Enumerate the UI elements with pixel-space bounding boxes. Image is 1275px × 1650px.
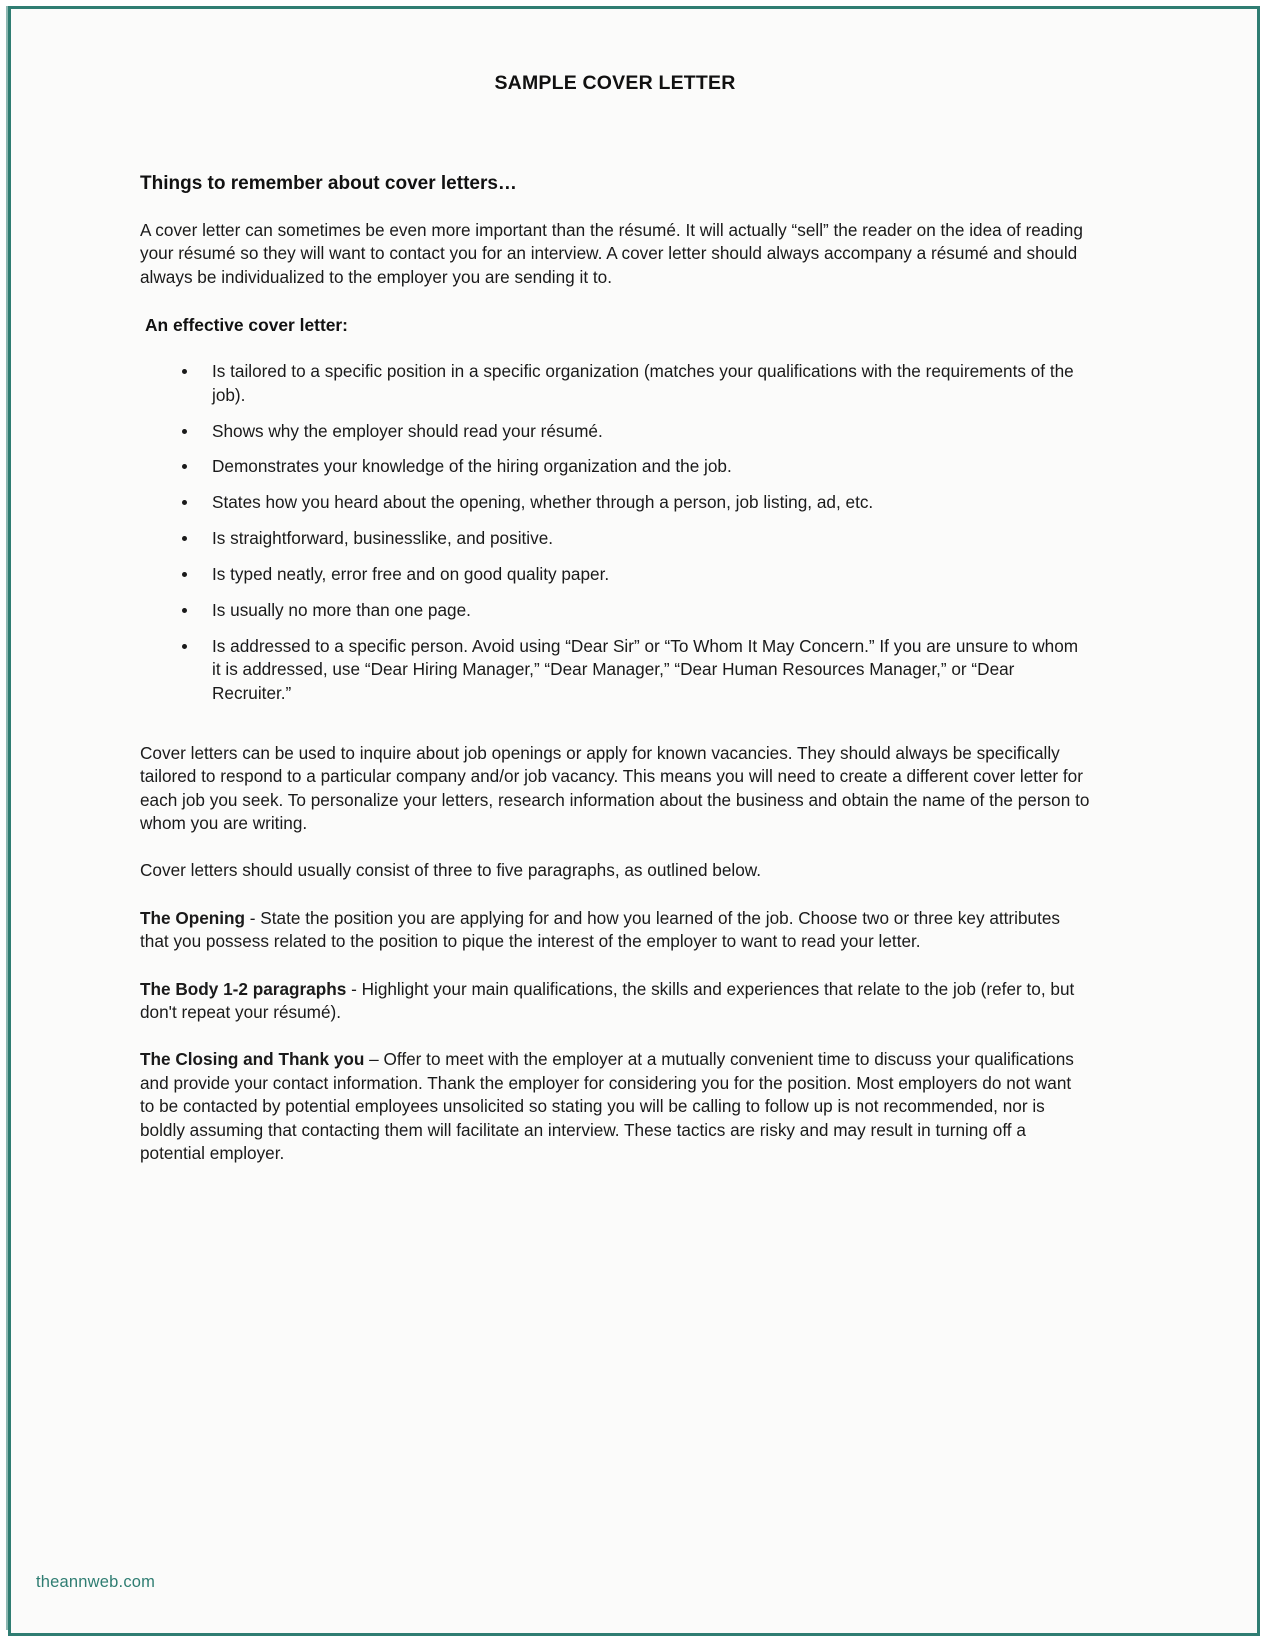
section-the-body [140,954,1090,1025]
list-item [140,635,1090,705]
list-item-text: Is tailored to a specific position in a specific organization (matches your qualifications with the requirements of the job). [212,361,1074,405]
paragraph-structure: Cover letters should usually consist of three to five paragraphs, as outlined below. [140,860,762,881]
list-item [140,599,1090,622]
list-heading-effective-cover-letter: An effective cover letter: [145,315,348,336]
paragraph-tailoring: Cover letters can be used to inquire about job openings or apply for known vacancies. They should always be specifically tailored to respond to a particular company and/or job vacancy. This means you will need to create a different cover letter for each job you seek. To personalize your letters, research information about the business and obtain the name of the person to whom you are writing. [140,742,1090,833]
bullet-dot-icon [182,572,187,577]
list-item [140,563,1090,586]
bullet-dot-icon [182,536,187,541]
list-item-text: Is straightforward, businesslike, and positive. [212,528,554,549]
list-item [140,527,1090,550]
list-item [140,455,1090,478]
effective-cover-letter-list [140,336,1090,705]
intro-paragraph: A cover letter can sometimes be even more important than the résumé. It will actually “sell” the reader on the idea of reading your résumé so they will want to contact you for an interview. A cover letter should always accompany a résumé and should always be individualized to the employer you are sending it to. [140,220,1083,287]
section-the-closing-text: – Offer to meet with the employer at a mutually convenient time to discuss your qualifications and provide your contact information. Thank the employer for considering you for the position. Most employers do not want to be contacted by potential employees unsolicited so stating you will be calling to follow up is not recommended, nor is boldly assuming that contacting them will facilitate an interview. These tactics are risky and may result in turning off a potential employer. [140,1049,1074,1163]
bullet-dot-icon [182,500,187,505]
list-item-text: Is addressed to a specific person. Avoid using “Dear Sir” or “To Whom It May Concern.” If you are unsure to whom it is addressed, use “Dear Hiring Manager,” “Dear Manager,” “Dear Human Resources Manager,” or “Dear Recruiter.” [212,635,1079,703]
list-item-text: Demonstrates your knowledge of the hiring organization and the job. [212,456,732,477]
site-watermark: theannweb.com [36,1573,156,1591]
list-item-text: Shows why the employer should read your résumé. [212,420,603,441]
page-title: SAMPLE COVER LETTER [494,72,736,94]
list-item [140,491,1090,514]
bullet-dot-icon [182,608,187,613]
list-item [140,360,1090,407]
section-the-opening [140,883,1090,954]
list-item-text: Is usually no more than one page. [212,600,471,621]
list-item [140,420,1090,443]
list-item-text: Is typed neatly, error free and on good quality paper. [212,564,610,585]
document-content [140,0,1090,1165]
bullet-dot-icon [182,464,187,469]
section-the-opening-text: - State the position you are applying for and how you learned of the job. Choose two or three key attributes that you possess related to the position to pique the interest of the employer to want to read your letter. [140,907,1061,952]
list-item-text: States how you heard about the opening, whether through a person, job listing, ad, etc. [212,492,874,513]
section-the-opening-lead: The Opening [140,907,246,928]
section-the-body-text: - Highlight your main qualifications, the skills and experiences that relate to the job (refer to, but don't repeat your résumé). [140,978,1075,1022]
bullet-dot-icon [182,369,187,374]
bullet-dot-icon [182,644,187,649]
section-the-closing-lead: The Closing and Thank you [140,1049,365,1070]
section-the-body-lead: The Body 1-2 paragraphs [140,978,347,999]
section-heading-things-to-remember: Things to remember about cover letters… [140,173,517,194]
bullet-dot-icon [182,429,187,434]
section-the-closing [140,1024,1090,1165]
